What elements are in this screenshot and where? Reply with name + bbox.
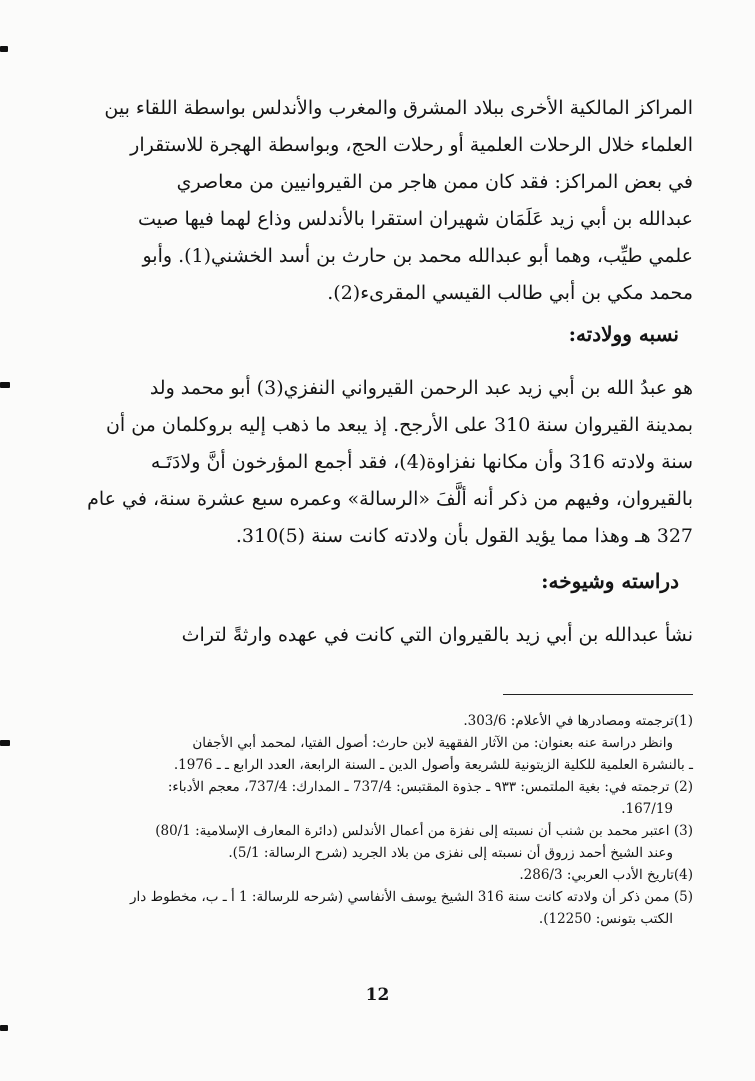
paragraph-line: عبدالله بن أبي زيد عَلَمَان شهيران استقرا بالأندلس وذاع لهما فيها صيت [137,208,693,230]
lineage-paragraph [60,370,693,555]
paragraph-line: محمد مكي بن أبي طالب القيسي المقرىء(2). [327,282,693,304]
footnote: (5) ممن ذكر أن ولادته كانت سنة 316 الشيخ يوسف الأنفاسي (شرحه للرسالة: 1 أ ـ ب، مخطوط دار [130,889,693,905]
paragraph-line: المراكز المالكية الأخرى ببلاد المشرق والمغرب والأندلس بواسطة اللقاء بين [104,97,693,119]
scan-margin-mark [0,46,8,52]
paragraph-line: نشأ عبدالله بن أبي زيد بالقيروان التي كانت في عهده وارثةً لتراث [181,624,693,646]
footnote: (1)ترجمته ومصادرها في الأعلام: 303/6. [463,713,693,729]
scan-margin-mark [0,740,10,746]
paragraph-line: سنة ولادته 316 وأن مكانها نفزاوة(4)، فقد أجمع المؤرخون أنَّ ولادَتَـه [150,451,693,473]
footnote: (3) اعتبر محمد بن شنب أن نسبته إلى نفزة من أعمال الأندلس (دائرة المعارف الإسلامية: 80/1) [155,823,693,839]
intro-paragraph [60,90,693,312]
footnote-continuation: الكتب بتونس: 12250). [538,911,673,927]
footnote-continuation: وعند الشيخ أحمد زروق أن نسبته إلى نفزى من بلاد الجريد (شرح الرسالة: 5/1). [228,845,673,861]
footnote-continuation: ـ بالنشرة العلمية للكلية الزيتونية للشريعة وأصول الدين ـ السنة الرابعة، العدد الرابع ـ ـ 1976. [173,757,693,773]
footnote-continuation: 167/19. [621,801,673,817]
section-heading-studies: دراسته وشيوخه: [541,569,679,593]
paragraph-line: 327 هـ وهذا مما يؤيد القول بأن ولادته كانت سنة (5)310. [235,525,693,547]
page-number: 12 [365,985,390,1005]
section-heading-lineage: نسبه وولادته: [568,322,679,346]
paragraph-line: علمي طيِّب، وهما أبو عبدالله محمد بن حارث بن أسد الخشني(1). وأبو [142,245,693,267]
paragraph-line: بمدينة القيروان سنة 310 على الأرجح. إذ يبعد ما ذهب إليه بروكلمان من أن [105,414,693,436]
footnote: (4)تاريخ الأدب العربي: 286/3. [519,867,693,883]
footnote-separator [503,694,693,695]
scan-margin-mark [0,1025,8,1031]
paragraph-line: هو عبدُ الله بن أبي زيد عبد الرحمن القيرواني النفزي(3) أبو محمد ولد [149,377,693,399]
paragraph-line: العلماء خلال الرحلات العلمية أو رحلات الحج، وبواسطة الهجرة للاستقرار [130,134,693,156]
footnote-continuation: وانظر دراسة عنه بعنوان: من الآثار الفقهية لابن حارث: أصول الفتيا، لمحمد أبي الأجفان [192,735,673,751]
studies-paragraph [60,617,693,654]
scan-margin-mark [0,382,10,388]
paragraph-line: في بعض المراكز: فقد كان ممن هاجر من القيروانيين من معاصري [176,171,693,193]
footnotes [60,710,693,930]
footnote: (2) ترجمته في: بغية الملتمس: ٩٣٣ ـ جذوة المقتبس: 737/4 ـ المدارك: 737/4، معجم الأدباء: [167,779,693,795]
paragraph-line: بالقيروان، وفيهم من ذكر أنه ألَّفَ «الرسالة» وعمره سبع عشرة سنة، في عام [87,488,693,510]
